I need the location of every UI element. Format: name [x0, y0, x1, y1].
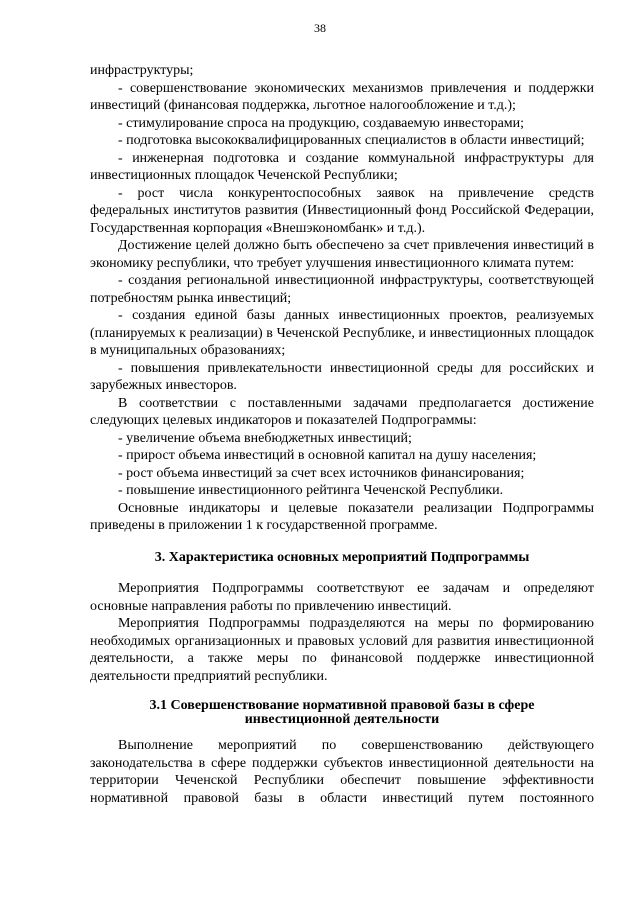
list-item: - создания единой базы данных инвестиционных проектов, реализуемых (планируемых к реализации) в Чеченской Республике, и инвестиционных площадок в муниципальных образованиях; — [90, 308, 594, 358]
list-item: - подготовка высококвалифицированных специалистов в области инвестиций; — [118, 133, 585, 148]
paragraph: Выполнение мероприятий по совершенствованию действующего законодательства в сфере поддержки субъектов инвестиционной деятельности на территории Чеченской Республики обеспечит повышение эффективности нормативной правовой базы в области инвестиций путем постоянного — [90, 738, 594, 806]
paragraph: Мероприятия Подпрограммы соответствуют ее задачам и определяют основные направления работы по привлечению инвестиций. — [90, 581, 594, 614]
list-item: - прирост объема инвестиций в основной капитал на душу населения; — [118, 448, 537, 463]
list-item: - инженерная подготовка и создание коммунальной инфраструктуры для инвестиционных площадок Чеченской Республики; — [90, 150, 594, 183]
list-item: - увеличение объема внебюджетных инвестиций; — [118, 430, 412, 446]
paragraph: Основные индикаторы и целевые показатели реализации Подпрограммы приведены в приложении 1 к государственной программе. — [90, 500, 594, 533]
paragraph: инфраструктуры; — [90, 63, 194, 78]
list-item: - стимулирование спроса на продукцию, создаваемую инвесторами; — [118, 115, 525, 131]
subsection-heading-line: инвестиционной деятельности — [244, 712, 440, 727]
list-item: - повышения привлекательности инвестиционной среды для российских и зарубежных инвесторов. — [90, 360, 594, 393]
list-item: - создания региональной инвестиционной инфраструктуры, соответствующей потребностям рынка инвестиций; — [90, 273, 594, 306]
page-number: 38 — [314, 21, 326, 35]
paragraph: Мероприятия Подпрограммы подразделяются на меры по формированию необходимых организационных и правовых условий для развития инвестиционной деятельности, а также меры по финансовой поддержке инвестиционной деятельности предприятий республики. — [90, 616, 594, 684]
subsection-heading-line: 3.1 Совершенствование нормативной правовой базы в сфере — [149, 698, 535, 713]
list-item: - совершенствование экономических механизмов привлечения и поддержки инвестиций (финансовая поддержка, льготное налогообложение и т.д.); — [90, 80, 594, 113]
paragraph: Достижение целей должно быть обеспечено за счет привлечения инвестиций в экономику республики, что требует улучшения инвестиционного климата путем: — [90, 238, 594, 271]
page-content — [90, 62, 594, 807]
list-item: - рост объема инвестиций за счет всех источников финансирования; — [118, 465, 525, 481]
subsection-heading — [90, 699, 594, 727]
list-item: - повышение инвестиционного рейтинга Чеченской Республики. — [118, 483, 504, 498]
section-heading: 3. Характеристика основных мероприятий Подпрограммы — [154, 549, 530, 565]
paragraph: В соответствии с поставленными задачами предполагается достижение следующих целевых индикаторов и показателей Подпрограммы: — [90, 395, 594, 428]
list-item: - рост числа конкурентоспособных заявок на привлечение средств федеральных институтов развития (Инвестиционный фонд Российской Федерации, Государственная корпорация «Внешэкономбанк» и т.д.). — [90, 185, 594, 236]
